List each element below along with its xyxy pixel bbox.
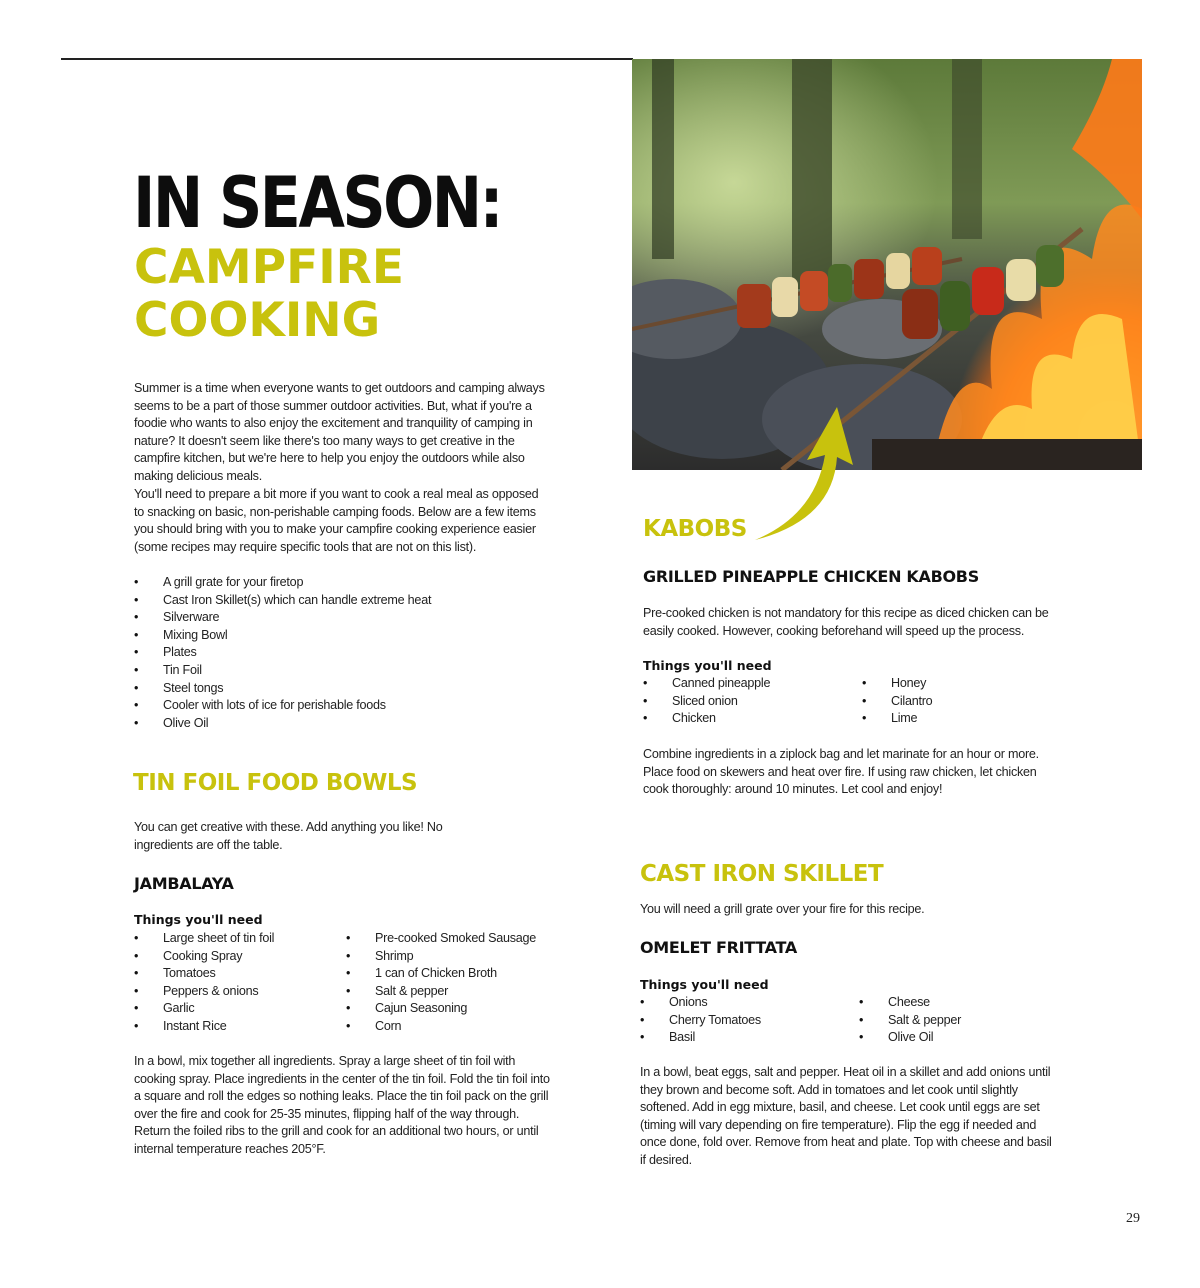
jambalaya-title: JAMBALAYA (134, 874, 234, 893)
omelet-needs-label: Things you'll need (640, 977, 769, 992)
page-subtitle: CAMPFIRE COOKING (134, 240, 404, 348)
list-item: • Honey (862, 675, 1042, 693)
list-item: • Silverware (134, 609, 534, 627)
list-item: • A grill grate for your firetop (134, 574, 534, 592)
omelet-instructions: In a bowl, beat eggs, salt and pepper. Heat oil in a skillet and add onions until they brown and become soft. Add in tomatoes and let cook until slightly softened. Add in egg mixture, basil, and cheese. Let cook until eggs are set (timing will vary depending on fire temperature). Flip the egg if needed and once done, fold over. Remove from heat and plate. Top with cheese and basil if desired. (640, 1065, 1052, 1167)
page-number: 29 (1126, 1211, 1140, 1226)
list-item: • Cilantro (862, 693, 1042, 711)
list-item: • Salt & pepper (859, 1012, 1039, 1030)
list-item: • Tin Foil (134, 662, 534, 680)
omelet-title: OMELET FRITTATA (640, 938, 797, 957)
list-item: • Plates (134, 644, 534, 662)
list-item: • Cheese (859, 994, 1039, 1012)
list-item: • Cooking Spray (134, 948, 334, 966)
list-item: • Olive Oil (859, 1029, 1039, 1047)
skillet-description: You will need a grill grate over your fire for this recipe. (640, 902, 925, 916)
intro-paragraph-2: You'll need to prepare a bit more if you want to cook a real meal as opposed to snacking on basic, non-perishable camping foods. Below are a few items you should bring with you to make your campfire cooking experience easier (some recipes may require specific tools that are not on this list). (134, 487, 539, 554)
yellow-arrow-icon (745, 405, 855, 545)
jambalaya-ingredients-col2 (346, 930, 556, 1036)
list-item: • Sliced onion (643, 693, 843, 711)
list-item: • Canned pineapple (643, 675, 843, 693)
list-item: • Basil (640, 1029, 840, 1047)
omelet-ingredients-col2 (859, 994, 1039, 1047)
list-item: • Lime (862, 710, 1042, 728)
tin-foil-description: You can get creative with these. Add anything you like! No ingredients are off the table. (134, 820, 443, 852)
intro-paragraph-1: Summer is a time when everyone wants to get outdoors and camping always seems to be a part of those summer outdoor activities. But, what if you're a foodie who wants to also enjoy the excitement and tranquility of camping in nature? It doesn't seem like there's too many ways to get creative in the campfire kitchen, but we're here to help you enjoy the outdoors while also making delicious meals. (134, 381, 545, 483)
list-item: • Garlic (134, 1000, 334, 1018)
list-item: • Pre-cooked Smoked Sausage (346, 930, 556, 948)
jambalaya-ingredients-col1 (134, 930, 334, 1036)
list-item: • Large sheet of tin foil (134, 930, 334, 948)
list-item: • Cast Iron Skillet(s) which can handle extreme heat (134, 592, 534, 610)
list-item: • Cajun Seasoning (346, 1000, 556, 1018)
jambalaya-needs-label: Things you'll need (134, 912, 263, 927)
list-item: • Cooler with lots of ice for perishable foods (134, 697, 534, 715)
list-item: • Cherry Tomatoes (640, 1012, 840, 1030)
page-title: IN SEASON: (133, 162, 501, 244)
campfire-kabob-photo (632, 59, 1142, 470)
kabobs-instructions: Combine ingredients in a ziplock bag and let marinate for an hour or more. Place food on skewers and heat over fire. If using raw chicken, let chicken cook thoroughly: around 10 minutes. Let cool and enjoy! (643, 747, 1039, 797)
list-item: • Shrimp (346, 948, 556, 966)
kabobs-description: Pre-cooked chicken is not mandatory for this recipe as diced chicken can be easily cooked. However, cooking beforehand will speed up the process. (643, 606, 1049, 638)
list-item: • Corn (346, 1018, 556, 1036)
skillet-heading: CAST IRON SKILLET (640, 861, 884, 887)
list-item: • Peppers & onions (134, 983, 334, 1001)
list-item: • Instant Rice (134, 1018, 334, 1036)
kabobs-ingredients-col1 (643, 675, 843, 728)
kabobs-recipe-title: GRILLED PINEAPPLE CHICKEN KABOBS (643, 567, 979, 586)
omelet-ingredients-col1 (640, 994, 840, 1047)
top-rule (61, 58, 633, 60)
list-item: • Mixing Bowl (134, 627, 534, 645)
list-item: • Salt & pepper (346, 983, 556, 1001)
jambalaya-instructions: In a bowl, mix together all ingredients. Spray a large sheet of tin foil with cooking spray. Place ingredients in the center of the tin foil. Fold the tin foil into a square and roll the edges so nothing leaks. Place the tin foil pack on the grill over the fire and cook for 25-35 minutes, flipping half of the way through. Return the foiled ribs to the grill and cook for an additional two hours, or until internal temperature reaches 205°F. (134, 1054, 550, 1156)
kabobs-needs-label: Things you'll need (643, 658, 772, 673)
supplies-list (134, 574, 534, 732)
kabobs-heading: KABOBS (643, 516, 747, 542)
list-item: • Chicken (643, 710, 843, 728)
list-item: • 1 can of Chicken Broth (346, 965, 556, 983)
list-item: • Steel tongs (134, 680, 534, 698)
list-item: • Olive Oil (134, 715, 534, 733)
tin-foil-heading: TIN FOIL FOOD BOWLS (133, 770, 418, 796)
list-item: • Tomatoes (134, 965, 334, 983)
kabobs-ingredients-col2 (862, 675, 1042, 728)
list-item: • Onions (640, 994, 840, 1012)
